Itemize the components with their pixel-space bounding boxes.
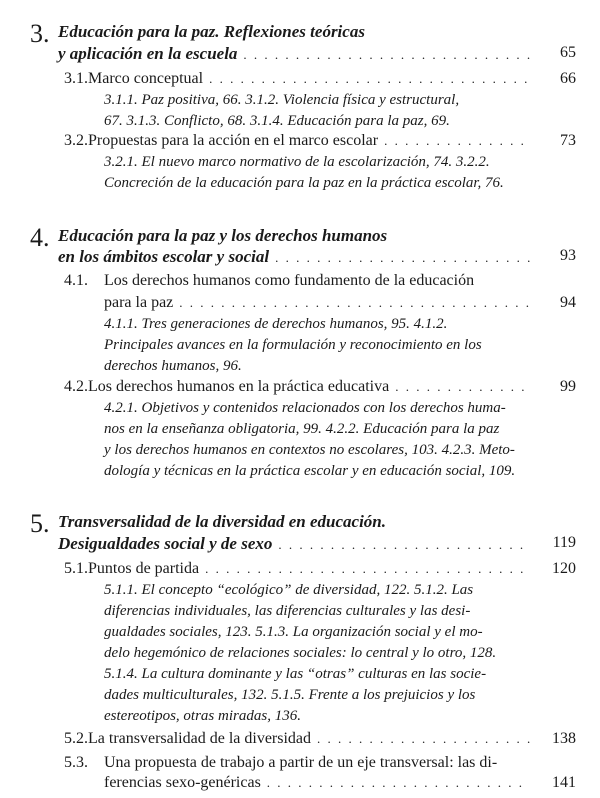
page-number: 73 — [560, 132, 576, 149]
subsection-line: 4.2.1. Objetivos y contenidos relacionados con los derechos huma- — [104, 400, 506, 416]
leader-dots — [384, 133, 530, 149]
leader-dots — [243, 47, 530, 63]
section-number: 5.2. — [64, 730, 88, 747]
chapter-title-cont: en los ámbitos escolar y social — [58, 247, 270, 266]
subsection-line: 3.1.1. Paz positiva, 66. 3.1.2. Violencia física y estructural, — [104, 92, 460, 108]
subsection-line: dades multiculturales, 132. 5.1.5. Frente a los prejuicios y los — [104, 687, 476, 703]
chapter-title: Educación para la paz. Reflexiones teóricas — [58, 22, 365, 41]
leader-dots — [205, 561, 530, 577]
subsection-line: delo hegemónico de relaciones sociales: lo central y lo otro, 128. — [104, 645, 497, 661]
subsection-line: gualdades sociales, 123. 5.1.3. La organización social y el mo- — [104, 624, 483, 640]
page-number: 141 — [552, 774, 576, 791]
chapter-number: 4. — [30, 223, 50, 252]
page-number: 138 — [552, 730, 576, 747]
section-number: 4.1. — [64, 272, 88, 289]
subsection-line: nos en la enseñanza obligatoria, 99. 4.2.2. Educación para la paz — [104, 421, 500, 437]
page-number: 119 — [552, 534, 576, 551]
subsection-line: 5.1.1. El concepto “ecológico” de diversidad, 122. 5.1.2. Las — [104, 582, 474, 598]
leader-dots — [267, 775, 530, 791]
subsection-line: 5.1.4. La cultura dominante y las “otras” culturas en las socie- — [104, 666, 487, 682]
section-title: Los derechos humanos como fundamento de la educación — [104, 272, 475, 289]
subsection-line: Concreción de la educación para la paz en la práctica escolar, 76. — [104, 175, 504, 191]
page-number: 66 — [560, 70, 576, 87]
toc-entry[interactable] — [0, 534, 600, 558]
toc-entry[interactable] — [0, 70, 600, 94]
subsection-line: estereotipos, otras miradas, 136. — [104, 708, 301, 724]
leader-dots — [179, 295, 530, 311]
page-number: 99 — [560, 378, 576, 395]
page-number: 94 — [560, 294, 576, 311]
chapter-title-cont: Desigualdades social y de sexo — [58, 534, 273, 553]
chapter-number: 3. — [30, 19, 50, 48]
chapter-title: Educación para la paz y los derechos humanos — [58, 226, 388, 245]
section-number: 5.1. — [64, 560, 88, 577]
subsection-line: y los derechos humanos en contextos no escolares, 103. 4.2.3. Meto- — [104, 442, 515, 458]
page-number: 93 — [560, 247, 576, 264]
leader-dots — [209, 71, 530, 87]
leader-dots — [317, 731, 530, 747]
section-title-cont: ferencias sexo-genéricas — [104, 774, 261, 791]
toc-entry[interactable] — [0, 560, 600, 584]
chapter-title-cont: y aplicación en la escuela — [58, 44, 238, 63]
subsection-line: 67. 3.1.3. Conflicto, 68. 3.1.4. Educación para la paz, 69. — [104, 113, 450, 129]
toc-entry[interactable] — [0, 44, 600, 68]
section-title: Puntos de partida — [88, 560, 200, 577]
section-number: 3.1. — [64, 70, 88, 87]
toc-entry[interactable] — [0, 132, 600, 156]
subsection-line: derechos humanos, 96. — [104, 358, 242, 374]
section-title: Una propuesta de trabajo a partir de un eje transversal: las di- — [104, 754, 498, 771]
section-number: 3.2. — [64, 132, 88, 149]
subsection-line: 4.1.1. Tres generaciones de derechos humanos, 95. 4.1.2. — [104, 316, 448, 332]
section-title: Los derechos humanos en la práctica educativa — [88, 378, 390, 395]
leader-dots — [395, 379, 530, 395]
section-title: La transversalidad de la diversidad — [88, 730, 312, 747]
leader-dots — [275, 250, 530, 266]
toc-entry[interactable] — [0, 774, 600, 798]
toc-entry[interactable] — [0, 247, 600, 271]
section-title: Marco conceptual — [88, 70, 204, 87]
chapter-number: 5. — [30, 509, 50, 538]
section-number: 5.3. — [64, 754, 88, 771]
leader-dots — [278, 537, 530, 553]
section-title-cont: para la paz — [104, 294, 174, 311]
section-number: 4.2. — [64, 378, 88, 395]
page-number: 120 — [552, 560, 576, 577]
toc-entry[interactable] — [0, 378, 600, 402]
subsection-line: diferencias individuales, las diferencias culturales y las desi- — [104, 603, 471, 619]
subsection-line: dología y técnicas en la práctica escolar y en educación social, 109. — [104, 463, 516, 479]
toc-entry[interactable] — [0, 730, 600, 754]
toc-entry[interactable] — [0, 294, 600, 318]
subsection-line: Principales avances en la formulación y reconocimiento en los — [104, 337, 482, 353]
section-title: Propuestas para la acción en el marco escolar — [88, 132, 379, 149]
page-number: 65 — [560, 44, 576, 61]
chapter-title: Transversalidad de la diversidad en educación. — [58, 512, 387, 531]
subsection-line: 3.2.1. El nuevo marco normativo de la escolarización, 74. 3.2.2. — [104, 154, 490, 170]
